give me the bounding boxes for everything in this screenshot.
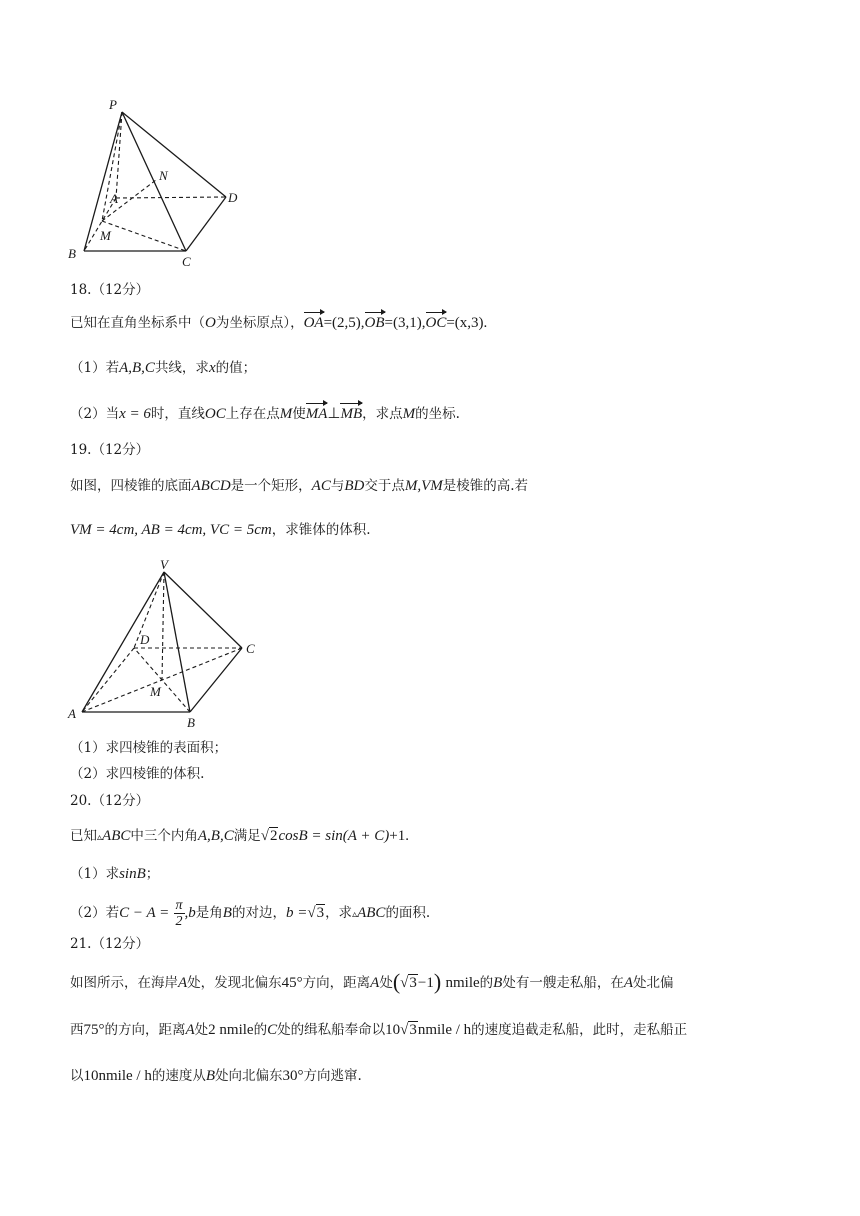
q19-header: 19.（12分） bbox=[70, 442, 150, 458]
q20-part2: （2）若C − A = $\frac{\pi}{2}$ ,b是角B的对边，b =√3，求▵ABC的面积. bbox=[70, 898, 431, 929]
label-p: P bbox=[109, 97, 117, 112]
label-a: A bbox=[68, 706, 76, 721]
edge-bc bbox=[190, 648, 242, 712]
label-c: C bbox=[246, 641, 255, 656]
q21-stem-line3: 以10nmile / h的速度从B处向北偏东30°方向逃窜. bbox=[70, 1068, 362, 1084]
vector-oc: OC bbox=[425, 315, 447, 331]
label-d: D bbox=[228, 190, 238, 205]
q19-part1: （1）求四棱锥的表面积； bbox=[70, 740, 228, 756]
label-n: N bbox=[159, 168, 168, 183]
q18-stem: 已知在直角坐标系中（O为坐标原点），OA=(2,5),OB=(3,1),OC=(x,3). bbox=[70, 315, 488, 331]
vector-oa: OA bbox=[303, 315, 324, 331]
edge-cd bbox=[186, 197, 226, 251]
q21-stem-line2: 西75°的方向，距离A处2 nmile的C处的缉私船奉命以10√3nmile / h的速度追截走私船，此时，走私船正 bbox=[70, 1022, 688, 1038]
label-m: M bbox=[100, 228, 111, 243]
label-m: M bbox=[150, 684, 161, 699]
figure-pyramid-vabcd bbox=[66, 556, 266, 732]
figure-pyramid-pabcd bbox=[66, 96, 246, 268]
edge-pd bbox=[122, 112, 226, 197]
q18-header: 18.（12分） bbox=[70, 282, 150, 298]
sqrt-2: 2 bbox=[269, 828, 278, 844]
label-a: A bbox=[110, 191, 118, 206]
q20-part1: （1）求sinB； bbox=[70, 866, 160, 882]
q18-part2: （2）当x = 6时，直线OC上存在点M使MA⊥MB，求点M的坐标. bbox=[70, 406, 460, 422]
q19-part2: （2）求四棱锥的体积. bbox=[70, 766, 205, 782]
label-c: C bbox=[182, 254, 191, 268]
q20-header: 20.（12分） bbox=[70, 793, 150, 809]
vector-mb: MB bbox=[340, 406, 363, 422]
label-b: B bbox=[68, 246, 76, 261]
label-d: D bbox=[140, 632, 150, 647]
q18-part1: （1）若A,B,C共线，求x的值； bbox=[70, 360, 257, 376]
fraction-pi-over-2: $\frac{\pi}{2}$ bbox=[175, 898, 183, 929]
q21-header: 21.（12分） bbox=[70, 936, 150, 952]
q21-stem-line1: 如图所示，在海岸A处，发现北偏东45°方向，距离A处(√3−1) nmile的B处有一艘走私船，在A处北偏 bbox=[70, 969, 674, 994]
vector-ma: MA bbox=[305, 406, 328, 422]
q19-stem-line1: 如图，四棱锥的底面ABCD是一个矩形，AC与BD交于点M,VM是棱锥的高.若 bbox=[70, 478, 529, 494]
label-b: B bbox=[187, 715, 195, 730]
vector-ob: OB bbox=[364, 315, 385, 331]
height-vm bbox=[162, 572, 164, 680]
label-v: V bbox=[160, 557, 168, 572]
sqrt-3: 3 bbox=[316, 905, 325, 921]
segment-mc bbox=[102, 221, 186, 251]
q20-stem: 已知▵ABC中三个内角A,B,C满足√2cosB = sin(A + C)+1. bbox=[70, 828, 409, 844]
q19-stem-line2: VM = 4cm, AB = 4cm, VC = 5cm，求锥体的体积. bbox=[70, 522, 371, 538]
edge-da bbox=[82, 648, 134, 712]
